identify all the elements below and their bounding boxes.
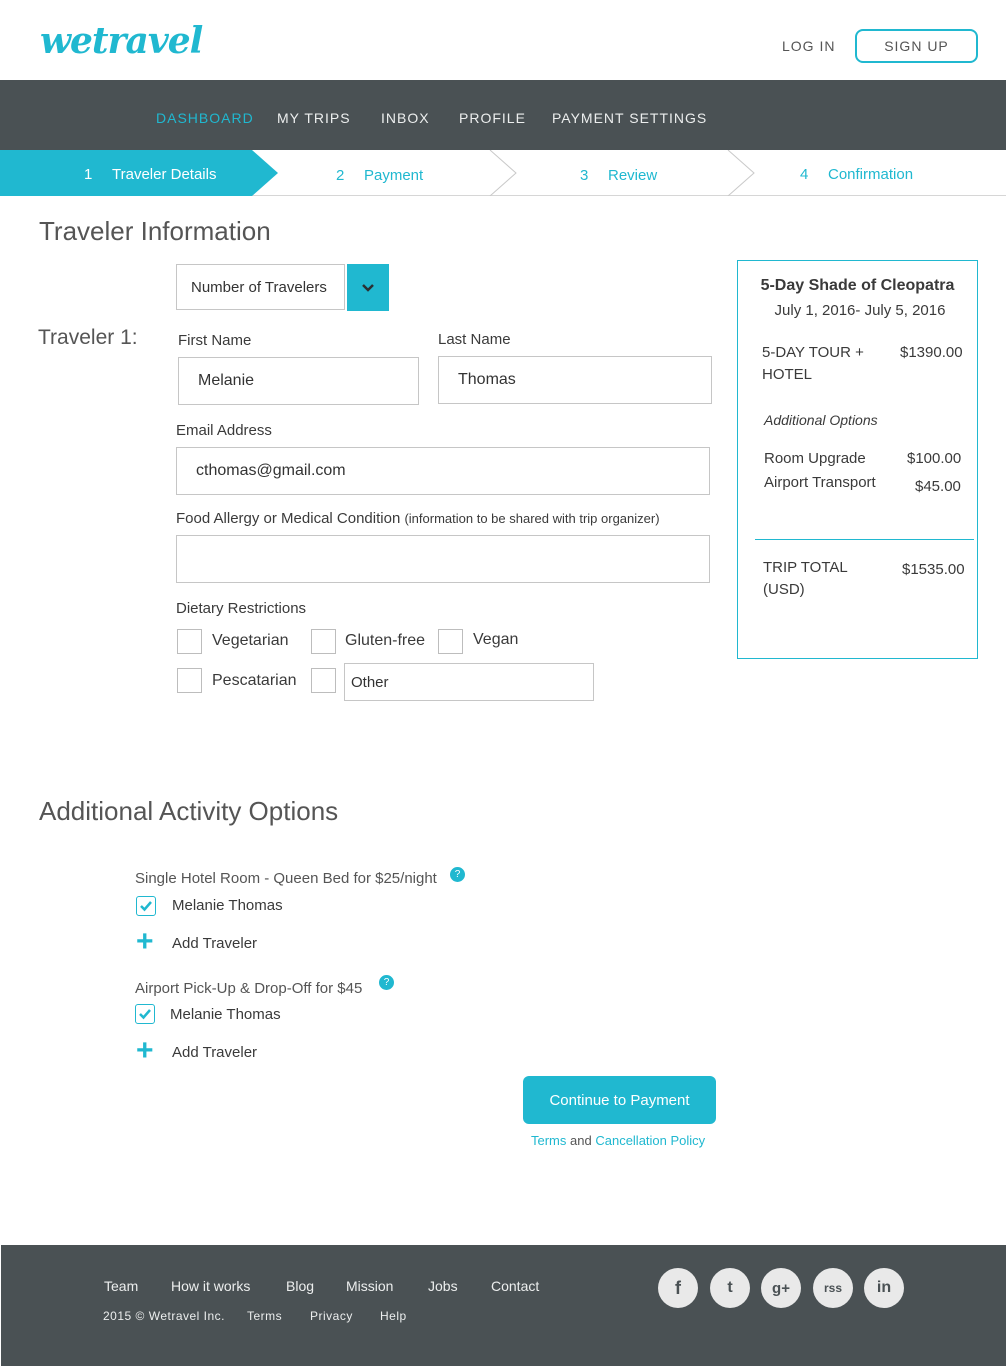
- help-icon[interactable]: ?: [450, 867, 465, 882]
- base-price: $1390.00: [900, 344, 963, 361]
- wetravel-logo[interactable]: wetravel: [40, 20, 203, 62]
- other-input[interactable]: Other: [344, 663, 594, 701]
- signup-button[interactable]: SIGN UP: [855, 29, 978, 63]
- footer-link-how-it-works[interactable]: How it works: [171, 1278, 251, 1294]
- rss-icon[interactable]: rss: [813, 1268, 853, 1308]
- step-traveler-details[interactable]: 1 Traveler Details: [84, 166, 217, 183]
- twitter-icon[interactable]: t: [710, 1268, 750, 1308]
- vegetarian-checkbox[interactable]: [177, 629, 202, 654]
- login-link[interactable]: LOG IN: [782, 38, 836, 54]
- linkedin-icon[interactable]: in: [864, 1268, 904, 1308]
- last-name-label: Last Name: [438, 331, 511, 348]
- help-icon[interactable]: ?: [379, 975, 394, 990]
- terms-link[interactable]: Terms: [531, 1133, 567, 1148]
- dietary-label: Dietary Restrictions: [176, 600, 307, 617]
- nav-inbox[interactable]: INBOX: [381, 110, 430, 126]
- hotel-room-traveler-name: Melanie Thomas: [172, 897, 283, 914]
- continue-to-payment-button[interactable]: Continue to Payment: [523, 1076, 716, 1124]
- allergy-note: (information to be shared with trip organizer): [404, 511, 660, 526]
- step-payment[interactable]: 2 Payment: [336, 167, 424, 184]
- allergy-label: Food Allergy or Medical Condition (information to be shared with trip organizer): [176, 510, 660, 527]
- nav-my-trips[interactable]: MY TRIPS: [277, 110, 351, 126]
- number-of-travelers-select[interactable]: Number of Travelers: [176, 264, 345, 310]
- last-name-input[interactable]: Thomas: [438, 356, 712, 404]
- footer-link-jobs[interactable]: Jobs: [428, 1278, 458, 1294]
- pescatarian-checkbox[interactable]: [177, 668, 202, 693]
- terms-line: [531, 1133, 705, 1148]
- add-icon[interactable]: +: [136, 1034, 154, 1067]
- first-name-label: First Name: [178, 332, 252, 349]
- facebook-icon[interactable]: f: [658, 1268, 698, 1308]
- vegan-checkbox[interactable]: [438, 629, 463, 654]
- room-upgrade-label: Room Upgrade: [764, 450, 866, 467]
- trip-name: 5-Day Shade of Cleopatra: [760, 277, 955, 294]
- footer-link-mission[interactable]: Mission: [346, 1278, 394, 1294]
- summary-divider: [755, 539, 974, 540]
- footer-privacy[interactable]: Privacy: [310, 1309, 353, 1323]
- nav-dashboard[interactable]: DASHBOARD: [156, 110, 254, 126]
- nav-profile[interactable]: PROFILE: [459, 110, 526, 126]
- copyright: 2015 © Wetravel Inc.: [103, 1309, 226, 1323]
- add-traveler-hotel-link[interactable]: Add Traveler: [172, 935, 258, 952]
- traveler-1-label: Traveler 1:: [38, 326, 138, 349]
- chevron-down-icon[interactable]: [347, 264, 389, 311]
- first-name-input[interactable]: Melanie: [178, 357, 419, 405]
- footer-terms[interactable]: Terms: [247, 1309, 283, 1323]
- pescatarian-label: Pescatarian: [212, 672, 297, 689]
- footer-link-contact[interactable]: Contact: [491, 1278, 540, 1294]
- airport-transport-price: $45.00: [915, 478, 961, 495]
- airport-option-title: Airport Pick-Up & Drop-Off for $45: [135, 980, 363, 997]
- vegetarian-label: Vegetarian: [212, 632, 289, 649]
- email-input[interactable]: cthomas@gmail.com: [176, 447, 710, 495]
- add-icon[interactable]: +: [136, 925, 154, 958]
- room-upgrade-price: $100.00: [907, 450, 962, 467]
- gluten-free-checkbox[interactable]: [311, 629, 336, 654]
- base-item-line1: 5-DAY TOUR +: [762, 344, 864, 361]
- checkmark-icon: [138, 1008, 152, 1020]
- trip-total-value: $1535.00: [902, 561, 965, 578]
- additional-options-label: Additional Options: [764, 412, 878, 428]
- airport-traveler-checkbox[interactable]: [135, 1004, 155, 1024]
- footer: [1, 1245, 1006, 1366]
- gluten-free-label: Gluten-free: [345, 632, 426, 649]
- footer-help[interactable]: Help: [380, 1309, 407, 1323]
- nav-payment-settings[interactable]: PAYMENT SETTINGS: [552, 110, 708, 126]
- footer-link-team[interactable]: Team: [104, 1278, 139, 1294]
- vegan-label: Vegan: [473, 631, 519, 648]
- email-label: Email Address: [176, 422, 272, 439]
- trip-total-label-line2: (USD): [763, 581, 805, 598]
- airport-transport-label: Airport Transport: [764, 474, 876, 491]
- cancellation-policy-link[interactable]: Cancellation Policy: [595, 1133, 706, 1148]
- checkmark-icon: [139, 900, 153, 912]
- add-traveler-airport-link[interactable]: Add Traveler: [172, 1044, 258, 1061]
- activity-options-title: Additional Activity Options: [39, 796, 339, 826]
- hotel-room-option-title: Single Hotel Room - Queen Bed for $25/night: [135, 870, 437, 887]
- terms-and: and: [570, 1133, 592, 1148]
- airport-traveler-name: Melanie Thomas: [170, 1006, 281, 1023]
- allergy-input[interactable]: [176, 535, 710, 583]
- other-checkbox[interactable]: [311, 668, 336, 693]
- google-plus-icon[interactable]: g+: [761, 1268, 801, 1308]
- footer-link-blog[interactable]: Blog: [286, 1278, 315, 1294]
- traveler-info-title: Traveler Information: [39, 216, 271, 246]
- base-item-line2: HOTEL: [762, 366, 813, 383]
- trip-total-label-line1: TRIP TOTAL: [763, 559, 848, 576]
- trip-dates: July 1, 2016- July 5, 2016: [774, 302, 946, 319]
- step-review[interactable]: 3 Review: [580, 167, 658, 184]
- step-confirmation[interactable]: 4 Confirmation: [800, 166, 914, 183]
- hotel-room-traveler-checkbox[interactable]: [136, 896, 156, 916]
